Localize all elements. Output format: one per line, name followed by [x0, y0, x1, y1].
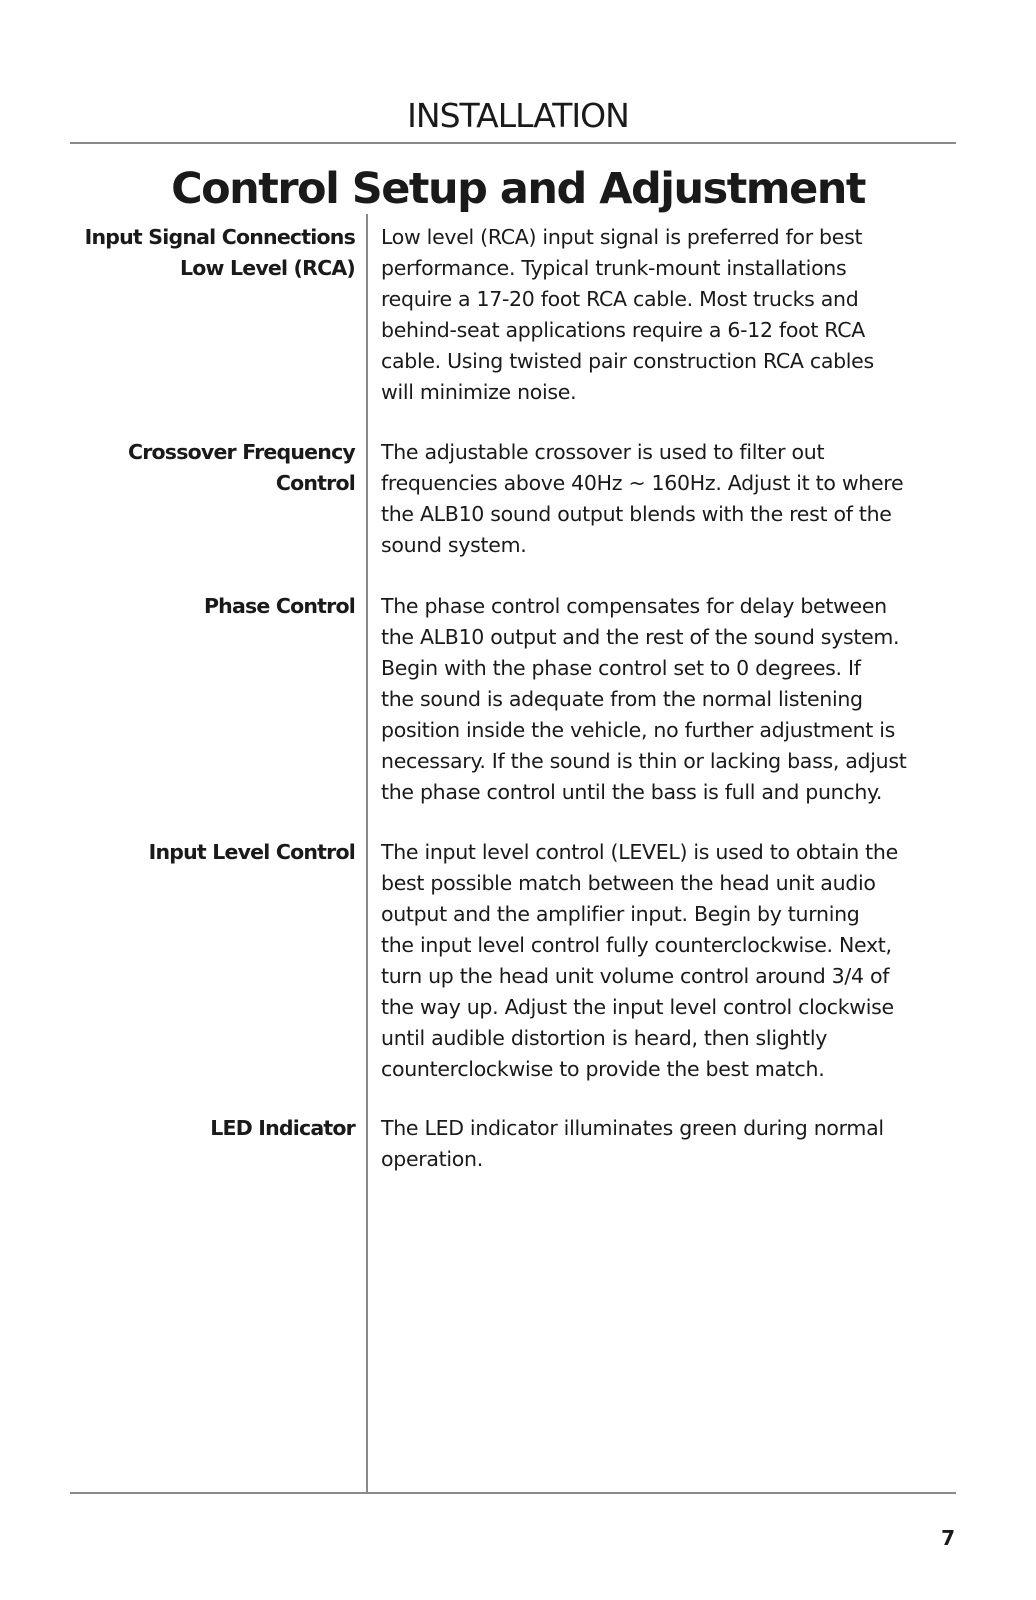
column-divider — [366, 214, 368, 1494]
body-line: Low level (RCA) input signal is preferred for best — [381, 225, 863, 249]
top-divider — [70, 142, 956, 144]
body-line: Begin with the phase control set to 0 degrees. If — [381, 656, 861, 680]
entry-label-line: Phase Control — [203, 594, 355, 618]
body-line: The adjustable crossover is used to filter out — [381, 440, 825, 464]
body-line: output and the amplifier input. Begin by turning — [381, 902, 860, 926]
body-line: behind-seat applications require a 6-12 foot RCA — [381, 318, 865, 342]
body-line: the sound is adequate from the normal listening — [381, 687, 863, 711]
page-number: 7 — [941, 1526, 955, 1550]
body-line: the way up. Adjust the input level control clockwise — [381, 995, 894, 1019]
entry-label — [60, 837, 355, 868]
body-line: sound system. — [381, 533, 527, 557]
entry-body — [381, 222, 966, 408]
body-line: the ALB10 output and the rest of the sound system. — [381, 625, 900, 649]
body-line: the ALB10 sound output blends with the rest of the — [381, 502, 892, 526]
body-line: turn up the head unit volume control around 3/4 of — [381, 964, 890, 988]
body-line: the input level control fully counterclockwise. Next, — [381, 933, 892, 957]
section-label: INSTALLATION — [407, 96, 629, 135]
entry-label — [60, 222, 355, 284]
entry-label-line: Crossover Frequency — [127, 440, 355, 464]
entry-label-line: Control — [275, 471, 355, 495]
page-title: Control Setup and Adjustment — [171, 164, 865, 214]
entry-label-line: Input Signal Connections — [84, 225, 355, 249]
body-line: cable. Using twisted pair construction RCA cables — [381, 349, 874, 373]
body-line: position inside the vehicle, no further adjustment is — [381, 718, 895, 742]
body-line: operation. — [381, 1147, 483, 1171]
entry-label-line: LED Indicator — [210, 1116, 355, 1140]
body-line: require a 17-20 foot RCA cable. Most trucks and — [381, 287, 859, 311]
body-line: the phase control until the bass is full and punchy. — [381, 780, 883, 804]
body-line: The phase control compensates for delay between — [381, 594, 887, 618]
body-line: frequencies above 40Hz ~ 160Hz. Adjust it to where — [381, 471, 904, 495]
entry-label-line: Input Level Control — [148, 840, 355, 864]
body-line: counterclockwise to provide the best match. — [381, 1057, 825, 1081]
body-line: The LED indicator illuminates green during normal — [381, 1116, 884, 1140]
entry-label-line: Low Level (RCA) — [179, 256, 355, 280]
entry-body — [381, 591, 966, 808]
body-line: will minimize noise. — [381, 380, 577, 404]
entry-body — [381, 437, 966, 561]
entry-label — [60, 1113, 355, 1144]
entry-label — [60, 437, 355, 499]
body-line: necessary. If the sound is thin or lacking bass, adjust — [381, 749, 907, 773]
entry-body — [381, 1113, 966, 1175]
body-line: until audible distortion is heard, then slightly — [381, 1026, 828, 1050]
body-line: The input level control (LEVEL) is used to obtain the — [381, 840, 898, 864]
body-line: best possible match between the head unit audio — [381, 871, 876, 895]
entry-label — [60, 591, 355, 622]
entry-body — [381, 837, 966, 1085]
body-line: performance. Typical trunk-mount installations — [381, 256, 847, 280]
bottom-divider — [70, 1492, 956, 1494]
